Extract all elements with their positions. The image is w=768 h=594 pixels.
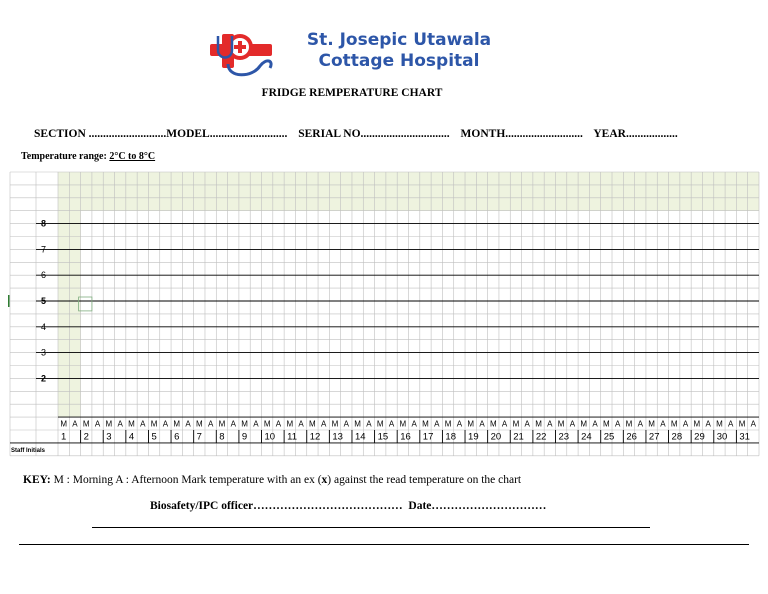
period-label: M [625, 419, 633, 429]
day-number: 10 [264, 431, 276, 443]
y-tick-label: 6 [40, 270, 46, 281]
key-label: KEY: [23, 474, 51, 486]
period-label: M [218, 419, 226, 429]
period-label: A [524, 419, 530, 429]
period-label: A [705, 419, 711, 429]
day-number: 13 [332, 431, 343, 443]
date-field: Date………………………… [408, 500, 547, 512]
day-number: 14 [354, 431, 366, 443]
period-label: M [331, 419, 339, 429]
hospital-logo [208, 30, 528, 80]
period-label: A [140, 419, 146, 429]
bottom-rule [19, 544, 749, 545]
day-number: 20 [490, 431, 502, 443]
y-tick-label: 7 [40, 244, 46, 255]
day-number: 23 [558, 431, 570, 443]
period-label: A [434, 419, 440, 429]
period-label: M [60, 419, 67, 429]
period-label: M [716, 419, 723, 429]
period-label: M [195, 419, 203, 429]
page-title: FRIDGE REMPERATURE CHART [261, 87, 443, 99]
period-label: A [207, 419, 214, 429]
staff-initials-label: Staff Initials [11, 447, 46, 454]
period-label: M [648, 419, 655, 429]
period-label: M [444, 419, 452, 429]
day-number: 12 [309, 431, 321, 443]
period-label: A [366, 419, 372, 429]
period-label: M [399, 419, 407, 429]
y-tick-label: 2 [40, 373, 46, 384]
period-label: A [162, 419, 169, 429]
period-label: A [569, 419, 576, 429]
period-label: A [230, 419, 236, 429]
hospital-name-line2: Cottage Hospital [318, 51, 480, 71]
info-row [34, 128, 686, 140]
day-number: 2 [83, 431, 89, 443]
period-label: M [603, 419, 610, 429]
period-label: A [275, 419, 282, 429]
period-label: A [72, 419, 78, 429]
y-tick-label: 3 [40, 347, 46, 358]
day-number: 28 [671, 431, 683, 443]
day-number: 30 [716, 431, 728, 443]
period-label: M [286, 419, 294, 429]
period-label: M [173, 419, 181, 429]
day-number: 7 [196, 431, 202, 443]
period-label: M [150, 419, 158, 429]
period-label: A [456, 419, 463, 429]
period-label: A [614, 419, 621, 429]
period-label: A [637, 419, 643, 429]
day-number: 19 [468, 431, 479, 443]
signature-line [92, 527, 650, 528]
period-label: M [512, 419, 520, 429]
key-x: x [321, 474, 328, 486]
chart-key [23, 474, 521, 486]
period-label: A [94, 419, 101, 429]
period-label: A [117, 419, 123, 429]
day-number: 27 [648, 431, 660, 443]
section-field: SECTION ........................... [34, 128, 167, 140]
day-number: 4 [128, 431, 135, 443]
medical-cross-stethoscope-icon [208, 30, 274, 80]
period-label: A [728, 419, 734, 429]
day-number: 31 [739, 431, 750, 443]
day-number: 22 [535, 431, 547, 443]
period-label: A [682, 419, 689, 429]
period-label: M [354, 419, 361, 429]
period-label: M [557, 419, 565, 429]
period-label: A [479, 419, 485, 429]
temperature-range [21, 151, 155, 162]
period-label: M [489, 419, 497, 429]
day-number: 8 [219, 431, 225, 443]
day-number: 15 [377, 431, 389, 443]
period-label: M [693, 419, 701, 429]
period-label: M [580, 419, 588, 429]
period-label: A [411, 419, 417, 429]
y-tick-label: 8 [40, 218, 46, 229]
serial-field: SERIAL NO............................... [298, 128, 450, 140]
day-number: 5 [151, 431, 157, 443]
y-tick-label: 5 [40, 296, 46, 306]
key-text-a: M : Morning A : Afternoon Mark temperature with an ex ( [50, 474, 322, 486]
row-indicator [8, 295, 10, 307]
month-field: MONTH........................... [460, 128, 583, 140]
key-text-b: ) against the read temperature on the chart [327, 474, 522, 486]
day-number: 16 [400, 431, 411, 443]
period-label: A [343, 419, 349, 429]
period-label: M [263, 419, 271, 429]
period-label: M [376, 419, 384, 429]
period-label: A [750, 419, 757, 429]
period-label: M [467, 419, 475, 429]
hospital-name [278, 30, 520, 72]
period-label: A [501, 419, 508, 429]
period-label: A [547, 419, 553, 429]
day-number: 25 [603, 431, 615, 443]
day-number: 24 [581, 431, 592, 443]
period-label: A [253, 419, 259, 429]
range-value: 2°C to 8°C [109, 151, 156, 162]
model-field: MODEL........................... [166, 128, 288, 140]
period-label: M [670, 419, 678, 429]
day-number: 29 [694, 431, 705, 443]
day-number: 6 [174, 431, 180, 443]
period-label: A [660, 419, 666, 429]
period-label: A [321, 419, 327, 429]
period-label: M [105, 419, 113, 429]
period-label: M [309, 419, 316, 429]
day-number: 21 [513, 431, 524, 443]
day-number: 11 [287, 431, 298, 443]
hospital-name-line1: St. Josepic Utawala [306, 30, 492, 50]
day-number: 1 [61, 431, 67, 443]
period-label: A [592, 419, 598, 429]
period-label: A [298, 419, 304, 429]
y-tick-label: 4 [40, 321, 46, 332]
day-number: 26 [626, 431, 637, 443]
year-field: YEAR.................. [593, 128, 678, 140]
day-number: 17 [422, 431, 434, 443]
period-label: M [738, 419, 746, 429]
signature-row [150, 500, 546, 512]
officer-field: Biosafety/IPC officer………………………………… [150, 500, 403, 512]
temperature-grid [0, 168, 768, 463]
period-label: M [422, 419, 429, 429]
period-label: M [535, 419, 542, 429]
day-number: 9 [241, 431, 248, 443]
period-label: M [82, 419, 90, 429]
day-number: 3 [106, 431, 112, 443]
day-number: 18 [445, 431, 456, 443]
period-label: M [241, 419, 248, 429]
period-label: M [128, 419, 135, 429]
range-label: Temperature range: [21, 151, 110, 162]
period-label: A [388, 419, 395, 429]
period-label: A [185, 419, 191, 429]
